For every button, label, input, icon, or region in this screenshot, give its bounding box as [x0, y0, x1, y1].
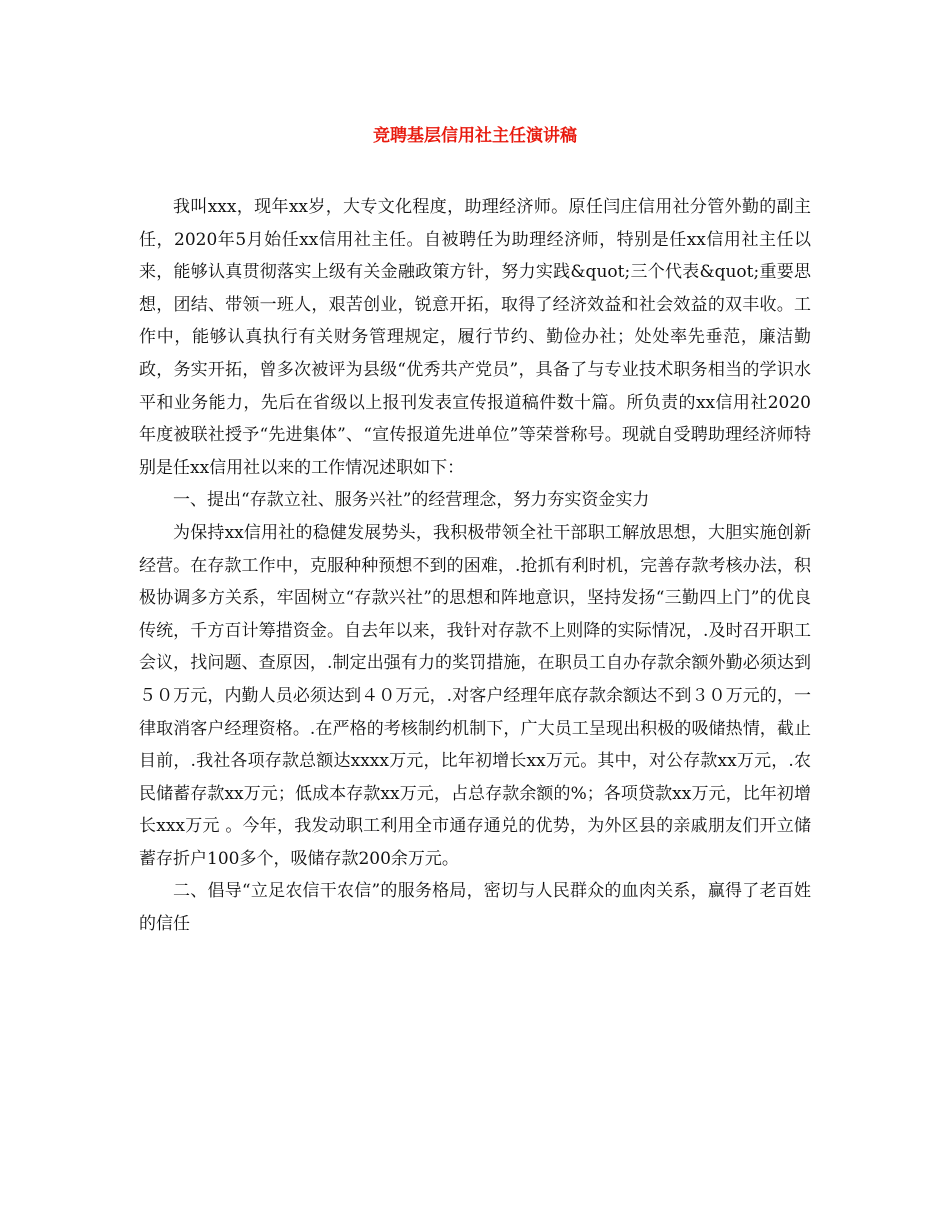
section-heading-1: 一、提出“存款立社、服务兴社”的经营理念，努力夯实资金实力	[173, 490, 650, 511]
document-title: 竞聘基层信用社主任演讲稿	[373, 126, 577, 146]
paragraph-intro: 我叫xxx，现年xx岁，大专文化程度，助理经济师。原任闫庄信用社分管外勤的副主任，2020年5月始任xx信用社主任。自被聘任为助理经济师，特别是任xx信用社主任以来，能够认真贯彻落实上级有关金融政策方针，努力实践&quot;三个代表&quot;重要思想，团结、带领一班人，艰苦创业，锐意开拓，取得了经济效益和社会效益的双丰收。工作中，能够认真执行有关财务管理规定，履行节约、勤俭办社；处处率先垂范，廉洁勤政，务实开拓，曾多次被评为县级“优秀共产党员”，具备了与专业技术职务相当的学识水平和业务能力，先后在省级以上报刊发表宣传报道稿件数十篇。所负责的xx信用社2020年度被联社授予“先进集体”、“宣传报道先进单位”等荣誉称号。现就自受聘助理经济师特别是任xx信用社以来的工作情况述职如下：	[139, 197, 811, 478]
document-body	[139, 191, 811, 941]
section-heading-2: 二、倡导“立足农信干农信”的服务格局，密切与人民群众的血肉关系，赢得了老百姓的信任	[139, 881, 811, 935]
paragraph-deposits: 为保持xx信用社的稳健发展势头，我积极带领全社干部职工解放思想，大胆实施创新经营。在存款工作中，克服种种预想不到的困难，.抢抓有利时机，完善存款考核办法，积极协调多方关系，牢固树立“存款兴社”的思想和阵地意识，坚持发扬“三勤四上门”的优良传统，千方百计筹措资金。自去年以来，我针对存款不上则降的实际情况，.及时召开职工会议，找问题、查原因，.制定出强有力的奖罚措施，在职员工自办存款余额外勤必须达到５０万元，内勤人员必须达到４０万元，.对客户经理年底存款余额达不到３０万元的，一律取消客户经理资格。.在严格的考核制约机制下，广大员工呈现出积极的吸储热情，截止目前，.我社各项存款总额达xxxx万元，比年初增长xx万元。其中，对公存款xx万元，.农民储蓄存款xx万元；低成本存款xx万元，占总存款余额的%；各项贷款xx万元，比年初增长xxx万元 。今年，我发动职工利用全市通存通兑的优势，为外区县的亲戚朋友们开立储蓄存折户100多个，吸储存款200余万元。	[139, 522, 811, 869]
